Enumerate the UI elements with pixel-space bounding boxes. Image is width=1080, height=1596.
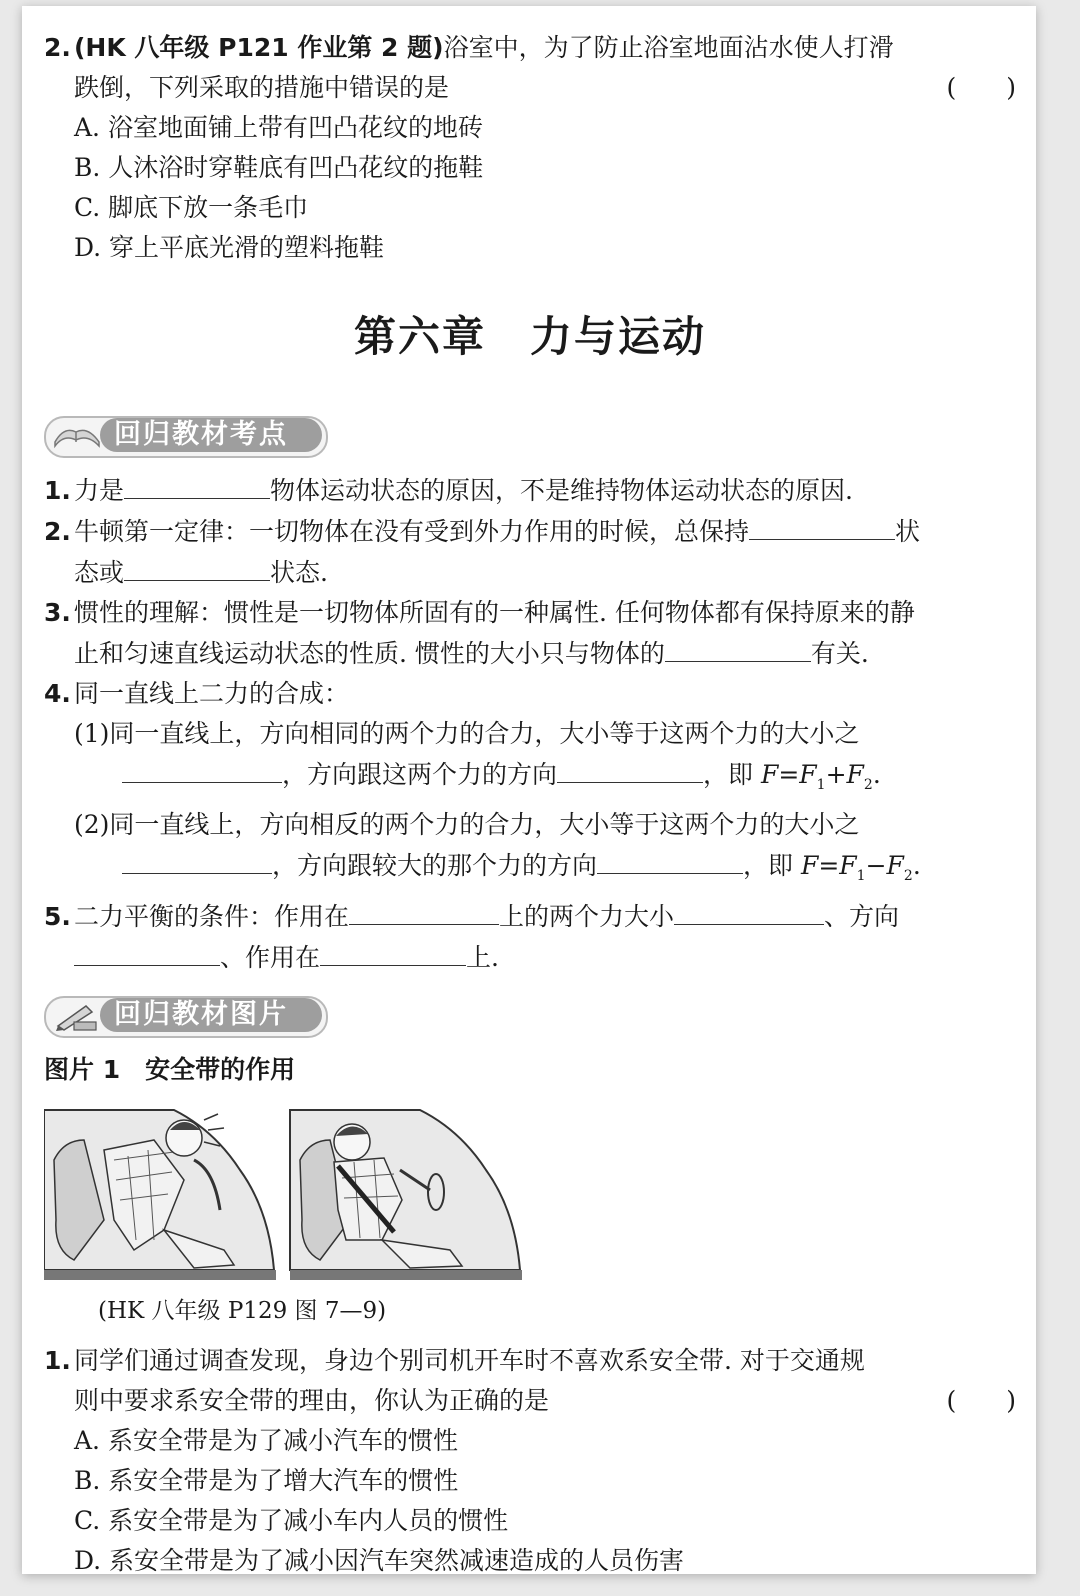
fill-blank[interactable]: [320, 937, 466, 966]
question-stem-line2: 跌倒，下列采取的措施中错误的是: [74, 73, 450, 102]
option-d: D. 系安全带是为了减小因汽车突然减速造成的人员伤害: [74, 1546, 685, 1574]
point-text: ，即: [743, 851, 794, 880]
option-b: B. 系安全带是为了增大汽车的惯性: [74, 1466, 459, 1495]
point-text: ，方向跟这两个力的方向: [282, 760, 558, 789]
point-number: 2.: [44, 517, 71, 546]
point-text: 、作用在: [220, 943, 321, 972]
point-4-sub1: (1)同一直线上，方向相同的两个力的合力，大小等于这两个力的大小之: [74, 719, 860, 748]
formula-sum: $F=F_1+F_2$.: [760, 760, 881, 793]
section-badge-key-points: [44, 416, 326, 456]
option-b: B. 人沐浴时穿鞋底有凹凸花纹的拖鞋: [74, 153, 484, 182]
fill-blank[interactable]: [665, 633, 811, 662]
fill-blank[interactable]: [124, 552, 270, 581]
option-c: C. 系安全带是为了减小车内人员的惯性: [74, 1506, 509, 1535]
answer-paren: ( ): [946, 73, 1016, 102]
point-number: 5.: [44, 902, 71, 931]
question-number: 1.: [44, 1346, 71, 1375]
answer-paren: ( ): [946, 1386, 1016, 1415]
point-text: 牛顿第一定律：一切物体在没有受到外力作用的时候，总保持: [74, 517, 750, 546]
pencil-icon: [52, 1000, 102, 1032]
question-number: 2.: [44, 33, 71, 62]
point-text: 二力平衡的条件：作用在: [74, 902, 350, 931]
formula-diff: $F=F_1-F_2$.: [800, 851, 921, 884]
point-4: [44, 674, 1016, 714]
fill-blank[interactable]: [122, 754, 282, 783]
fill-blank[interactable]: [557, 754, 703, 783]
document-page: [22, 6, 1036, 1574]
point-text: 上的两个力大小: [499, 902, 675, 931]
point-text: 、方向: [824, 902, 900, 931]
fill-blank[interactable]: [349, 896, 499, 925]
question-2-line2: [44, 68, 1016, 108]
section-label: 回归教材图片: [100, 998, 322, 1032]
point-text: 力是: [74, 476, 125, 505]
point-2: [44, 511, 1016, 552]
point-text: 状态.: [270, 558, 328, 587]
point-4-sub1-line2: [44, 754, 1016, 805]
point-text: 有关.: [810, 639, 869, 668]
point-2-line2: [44, 552, 1016, 593]
point-4-sub2-line2: [44, 845, 1016, 896]
point-number: 4.: [44, 679, 71, 708]
point-5-line2: [44, 937, 1016, 978]
point-5: [44, 896, 1016, 937]
option-c: C. 脚底下放一条毛巾: [74, 193, 309, 222]
point-3-line2: [44, 633, 1016, 674]
question-source: (HK 八年级 P121 作业第 2 题): [74, 33, 444, 62]
section-label: 回归教材考点: [100, 418, 322, 452]
fill-blank[interactable]: [749, 511, 895, 540]
point-text: 状: [895, 517, 921, 546]
fill-blank[interactable]: [74, 937, 220, 966]
figure-title: 图片 1 安全带的作用: [44, 1055, 296, 1084]
question-2: [44, 28, 1016, 68]
fill-blank[interactable]: [674, 896, 824, 925]
point-text: ，即: [703, 760, 754, 789]
point-text: 止和匀速直线运动状态的性质. 惯性的大小只与物体的: [74, 639, 665, 668]
figure-illustrations: [44, 1100, 524, 1286]
page-content: [44, 28, 1016, 1574]
point-3: [44, 593, 1016, 633]
point-4-sub2: (2)同一直线上，方向相反的两个力的合力，大小等于这两个力的大小之: [74, 810, 860, 839]
point-number: 1.: [44, 476, 71, 505]
option-a: A. 浴室地面铺上带有凹凸花纹的地砖: [74, 113, 483, 142]
point-text: ，方向跟较大的那个力的方向: [272, 851, 598, 880]
figure-question-1: [44, 1341, 1016, 1381]
point-text: 物体运动状态的原因，不是维持物体运动状态的原因.: [270, 476, 853, 505]
figure-caption: (HK 八年级 P129 图 7—9): [98, 1298, 387, 1324]
point-text: 态或: [74, 558, 125, 587]
point-1: [44, 470, 1016, 511]
car-without-seatbelt-image: [44, 1110, 276, 1280]
option-d: D. 穿上平底光滑的塑料拖鞋: [74, 233, 385, 262]
section-badge-pictures: [44, 996, 326, 1036]
point-number: 3.: [44, 598, 71, 627]
point-text: 同一直线上二力的合成：: [74, 679, 350, 708]
fill-blank[interactable]: [122, 845, 272, 874]
fill-blank[interactable]: [124, 470, 270, 499]
figure-question-1-line2: [44, 1381, 1016, 1421]
option-a: A. 系安全带是为了减小汽车的惯性: [74, 1426, 458, 1455]
question-stem-line2: 则中要求系安全带的理由，你认为正确的是: [74, 1386, 550, 1415]
chapter-title: 第六章 力与运动: [353, 312, 706, 361]
fill-blank[interactable]: [597, 845, 743, 874]
car-with-seatbelt-image: [290, 1110, 522, 1280]
seatbelt-illustration: [44, 1100, 524, 1286]
question-stem-line1: 浴室中，为了防止浴室地面沾水使人打滑: [443, 33, 894, 62]
point-text: 上.: [466, 943, 499, 972]
book-icon: [52, 420, 102, 450]
question-stem-line1: 同学们通过调查发现，身边个别司机开车时不喜欢系安全带. 对于交通规: [74, 1346, 865, 1375]
point-text: 惯性的理解：惯性是一切物体所固有的一种属性. 任何物体都有保持原来的静: [74, 598, 915, 627]
